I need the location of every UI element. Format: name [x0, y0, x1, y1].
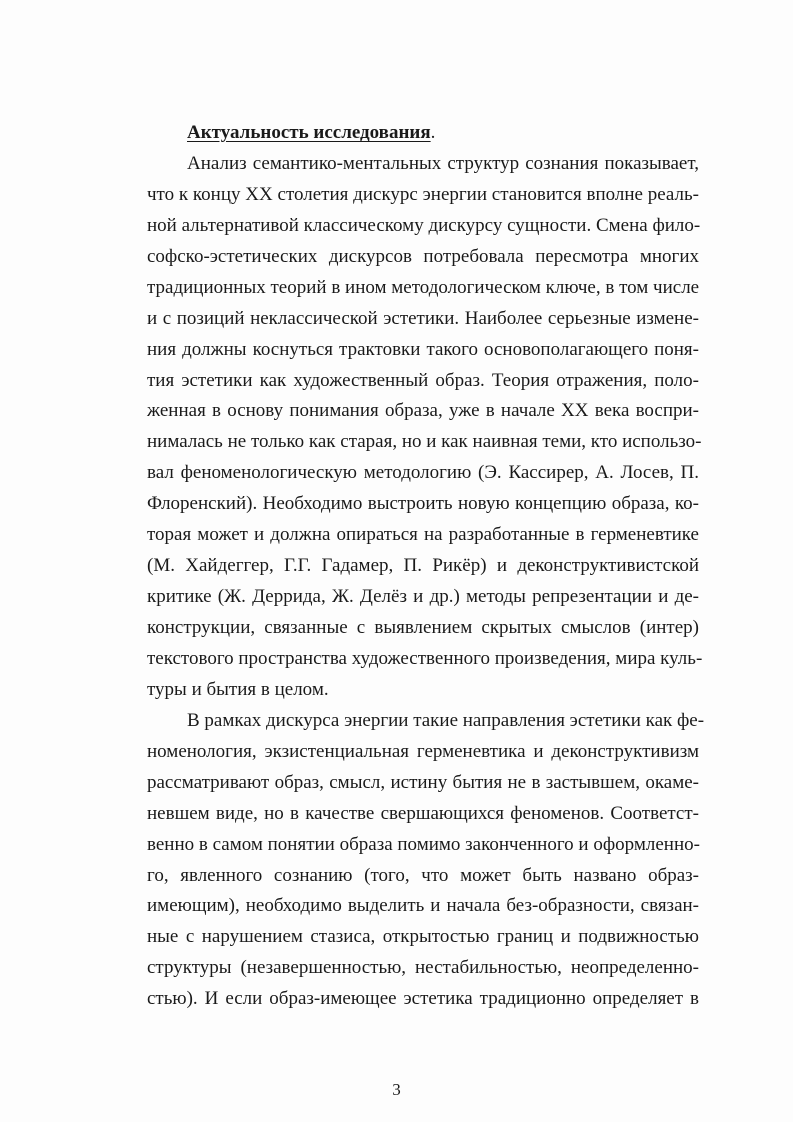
text-line: торая может и должна опираться на разработанные в герменевтике [147, 524, 699, 546]
heading-period: . [430, 122, 436, 143]
text-line: структуры (незавершенностью, нестабильностью, неопределенно- [147, 957, 699, 979]
text-line: Флоренский). Необходимо выстроить новую концепцию образа, ко- [147, 493, 699, 515]
text-line: номенология, экзистенциальная герменевтика и деконструктивизм [147, 740, 699, 762]
text-line: ной альтернативой классическому дискурсу сущности. Смена фило- [147, 214, 701, 236]
text-line: ния должны коснуться трактовки такого основополагающего поня- [147, 338, 699, 360]
text-line: и с позиций неклассической эстетики. Наиболее серьезные измене- [147, 307, 699, 329]
text-line: нималась не только как старая, но и как наивная теми, кто использо- [147, 431, 702, 453]
text-line: ные с нарушением стазиса, открытостью границ и подвижностью [147, 926, 699, 948]
text-line: текстового пространства художественного произведения, мира куль- [147, 647, 703, 669]
text-line: го, явленного сознанию (того, что может быть названо образ- [147, 864, 699, 886]
page-number: 3 [392, 1080, 401, 1099]
text-line: критике (Ж. Деррида, Ж. Делёз и др.) методы репрезентации и де- [147, 586, 699, 608]
text-line: рассматривают образ, смысл, истину бытия не в застывшем, окаме- [147, 771, 699, 793]
text-line: венно в самом понятии образа помимо законченного и оформленно- [147, 833, 700, 855]
text-line: Анализ семантико-ментальных структур сознания показывает, [187, 152, 699, 174]
text-line: что к концу XX столетия дискурс энергии становится вполне реаль- [147, 183, 699, 205]
text-line: имеющим), необходимо выделить и начала без-образности, связан- [147, 895, 699, 917]
text-line: конструкции, связанные с выявлением скрытых смыслов (интер) [147, 617, 699, 638]
text-line: (М. Хайдеггер, Г.Г. Гадамер, П. Рикёр) и деконструктивистской [147, 555, 699, 577]
text-line: В рамках дискурса энергии такие направления эстетики как фе- [187, 709, 705, 731]
body-text [147, 118, 705, 1015]
section-heading: Актуальность исследования [187, 122, 431, 143]
text-line: женная в основу понимания образа, уже в начале XX века воспри- [147, 400, 699, 422]
text-line: туры и бытия в целом. [147, 678, 329, 700]
text-line: тия эстетики как художественный образ. Теория отражения, поло- [147, 369, 699, 391]
text-line: традиционных теорий в ином методологическом ключе, в том числе [147, 276, 700, 298]
text-line: вал феноменологическую методологию (Э. Кассирер, А. Лосев, П. [147, 462, 699, 484]
text-line: невшем виде, но в качестве свершающихся феноменов. Соответст- [147, 802, 699, 824]
text-line: стью). И если образ-имеющее эстетика традиционно определяет в [147, 988, 699, 1010]
section-heading-line [147, 118, 699, 149]
text-line: софско-эстетических дискурсов потребовала пересмотра многих [147, 245, 699, 267]
